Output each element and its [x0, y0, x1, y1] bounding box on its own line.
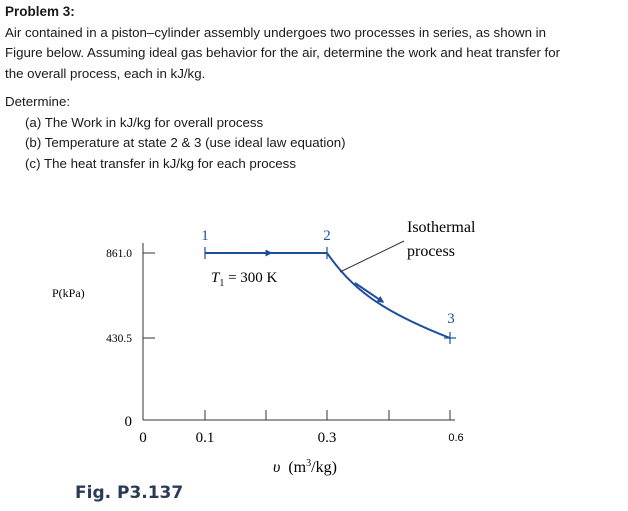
problem-line-2: Figure below. Assuming ideal gas behavior for the air, determine the work and heat transfer for: [5, 45, 561, 60]
x-axis-label-symbol: υ: [273, 459, 281, 476]
determine-item-a: (a) The Work in kJ/kg for overall process: [25, 114, 264, 130]
x-tick-label-0.3: 0.3: [317, 430, 337, 446]
state-label-1: 1: [201, 228, 209, 244]
t1-symbol: T: [211, 270, 220, 286]
t1-subscript: 1: [219, 278, 225, 289]
determine-item-b: (b) Temperature at state 2 & 3 (use ideal law equation): [25, 135, 346, 150]
x-tick-label-0.1: 0.1: [195, 430, 215, 446]
x-axis-label-units: (m: [288, 459, 307, 476]
y-tick-label-861: 861.0: [106, 248, 132, 260]
problem-line-1: Air contained in a piston–cylinder assembly undergoes two processes in series, as shown in: [5, 24, 547, 40]
x-axis-label: [273, 458, 337, 476]
y-tick-label-430: 430.5: [106, 333, 132, 345]
problem-line-3: the overall process, each in kJ/kg.: [5, 65, 206, 81]
isothermal-label-line1: Isothermal: [407, 219, 476, 236]
isothermal-label-line2: process: [407, 243, 455, 260]
y-axis-label: P(kPa): [52, 286, 85, 300]
problem-title: Problem 3:: [5, 4, 75, 19]
t1-annotation: [211, 270, 278, 289]
x-tick-label-0: 0: [139, 430, 147, 446]
process-2-3-arrow: [355, 283, 383, 302]
x-tick-label-0.6: 0.6: [448, 432, 464, 444]
state-label-2: 2: [323, 228, 331, 244]
determine-heading: Determine:: [5, 94, 71, 109]
process-2-3-curve: [327, 253, 450, 338]
y-tick-label-0: 0: [124, 414, 132, 430]
figure-caption: Fig. P3.137: [75, 483, 184, 503]
isothermal-leader-line: [340, 241, 404, 272]
state-label-3: 3: [447, 311, 455, 327]
t1-value: = 300 K: [224, 270, 278, 286]
x-axis-label-tail: /kg): [311, 459, 337, 476]
determine-item-c: (c) The heat transfer in kJ/kg for each process: [25, 155, 296, 171]
x-axis-label-exponent: 3: [306, 458, 312, 469]
